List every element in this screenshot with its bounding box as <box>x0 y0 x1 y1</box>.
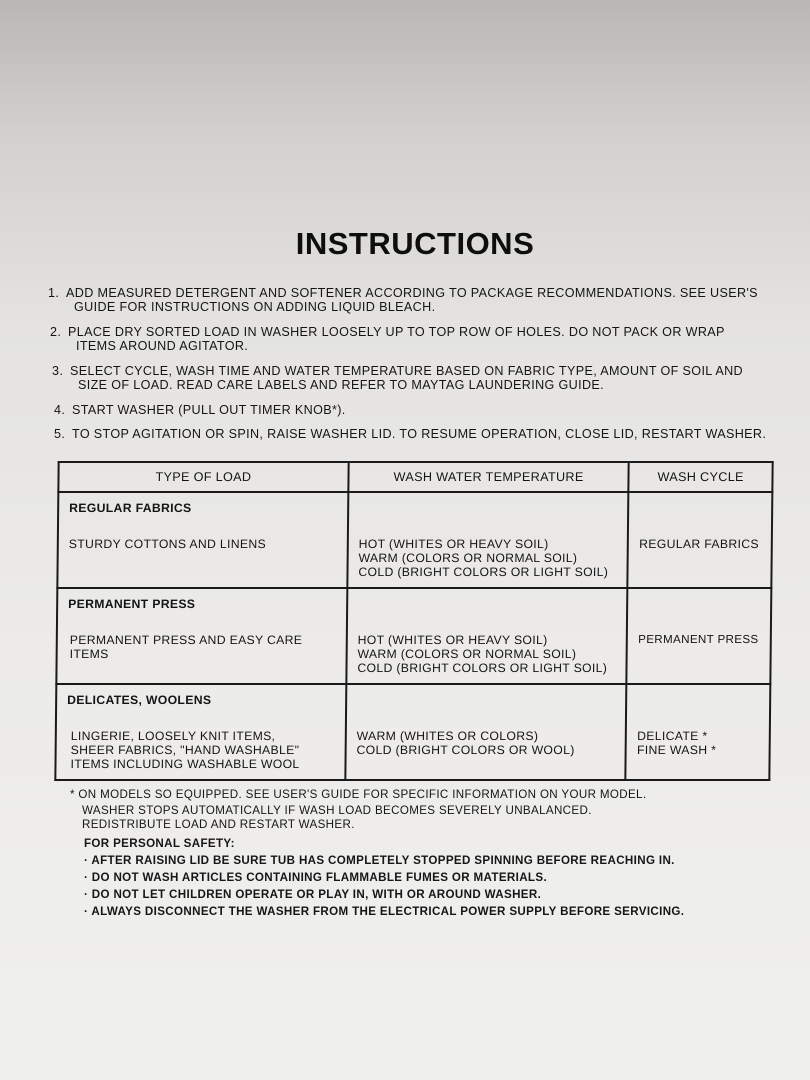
load-type-cell <box>56 588 347 684</box>
step-text: ADD MEASURED DETERGENT AND SOFTENER ACCORDING TO PACKAGE RECOMMENDATIONS. SEE USER'S <box>66 286 758 300</box>
cycle-name: REGULAR FABRICS <box>639 537 759 551</box>
cycle-cell <box>626 684 771 780</box>
load-category: DELICATES, WOOLENS <box>67 693 212 707</box>
step-text: START WASHER (PULL OUT TIMER KNOB*). <box>72 403 346 417</box>
unbalanced-note-continued: REDISTRIBUTE LOAD AND RESTART WASHER. <box>82 818 355 831</box>
temperature-option: WARM (COLORS OR NORMAL SOIL) <box>358 551 578 565</box>
step-2 <box>50 325 725 353</box>
wash-guide-table <box>54 461 773 781</box>
cycle-name: FINE WASH * <box>636 743 717 757</box>
table-row-delicates-woolens <box>55 684 770 780</box>
step-text-continued: GUIDE FOR INSTRUCTIONS ON ADDING LIQUID BLEACH. <box>74 300 436 314</box>
unbalanced-note: WASHER STOPS AUTOMATICALLY IF WASH LOAD BECOMES SEVERELY UNBALANCED. <box>82 804 592 817</box>
header-type-of-load: TYPE OF LOAD <box>58 462 348 492</box>
load-type-cell <box>55 684 346 780</box>
safety-item: · ALWAYS DISCONNECT THE WASHER FROM THE ELECTRICAL POWER SUPPLY BEFORE SERVICING. <box>84 905 685 918</box>
step-text: SELECT CYCLE, WASH TIME AND WATER TEMPERATURE BASED ON FABRIC TYPE, AMOUNT OF SOIL AND <box>70 364 743 378</box>
load-description: STURDY COTTONS AND LINENS <box>68 537 267 551</box>
load-type-cell <box>57 492 348 588</box>
table-row-regular-fabrics <box>57 492 772 588</box>
temperature-option: COLD (BRIGHT COLORS OR WOOL) <box>356 743 575 757</box>
temperature-option: COLD (BRIGHT COLORS OR LIGHT SOIL) <box>357 661 608 675</box>
safety-item: · AFTER RAISING LID BE SURE TUB HAS COMPLETELY STOPPED SPINNING BEFORE REACHING IN. <box>84 854 675 867</box>
step-text: TO STOP AGITATION OR SPIN, RAISE WASHER LID. TO RESUME OPERATION, CLOSE LID, RESTART WASHER. <box>72 427 767 441</box>
temperature-option: HOT (WHITES OR HEAVY SOIL) <box>358 537 549 551</box>
temperature-option: COLD (BRIGHT COLORS OR LIGHT SOIL) <box>358 565 609 579</box>
cycle-name: DELICATE * <box>637 729 708 743</box>
step-number: 1. <box>48 286 60 300</box>
temperature-cell <box>347 492 629 588</box>
page-title: INSTRUCTIONS <box>295 226 535 261</box>
load-category: PERMANENT PRESS <box>68 597 196 611</box>
temperature-option: HOT (WHITES OR HEAVY SOIL) <box>357 633 548 647</box>
step-text-continued: ITEMS AROUND AGITATOR. <box>76 339 249 353</box>
footnote: * ON MODELS SO EQUIPPED. SEE USER'S GUIDE FOR SPECIFIC INFORMATION ON YOUR MODEL. <box>70 788 647 801</box>
table-header-row <box>58 462 772 492</box>
load-category: REGULAR FABRICS <box>69 501 192 515</box>
notes-section <box>70 788 770 919</box>
safety-heading: FOR PERSONAL SAFETY: <box>84 837 235 850</box>
header-wash-water-temperature: WASH WATER TEMPERATURE <box>348 462 629 492</box>
cycle-name: PERMANENT PRESS <box>638 633 759 646</box>
step-number: 3. <box>52 364 64 378</box>
safety-item: · DO NOT LET CHILDREN OPERATE OR PLAY IN, WITH OR AROUND WASHER. <box>84 888 542 901</box>
temperature-cell <box>346 588 628 684</box>
table-row-permanent-press <box>56 588 771 684</box>
step-number: 4. <box>54 403 66 417</box>
step-3 <box>52 364 743 392</box>
step-number: 2. <box>50 325 62 339</box>
header-wash-cycle: WASH CYCLE <box>629 462 773 492</box>
load-description: LINGERIE, LOOSELY KNIT ITEMS, SHEER FABRICS, "HAND WASHABLE" ITEMS INCLUDING WASHABLE WOOL <box>70 729 300 771</box>
temperature-option: WARM (COLORS OR NORMAL SOIL) <box>357 647 577 661</box>
cycle-cell <box>628 492 773 588</box>
cycle-cell <box>627 588 772 684</box>
temperature-option: WARM (WHITES OR COLORS) <box>356 729 539 743</box>
step-text: PLACE DRY SORTED LOAD IN WASHER LOOSELY UP TO TOP ROW OF HOLES. DO NOT PACK OR WRAP <box>68 325 725 339</box>
step-number: 5. <box>54 427 66 441</box>
safety-item: · DO NOT WASH ARTICLES CONTAINING FLAMMABLE FUMES OR MATERIALS. <box>84 871 548 884</box>
step-1 <box>48 286 758 314</box>
step-5 <box>54 427 766 441</box>
step-text-continued: SIZE OF LOAD. READ CARE LABELS AND REFER TO MAYTAG LAUNDERING GUIDE. <box>78 378 605 392</box>
step-4 <box>54 403 346 417</box>
load-description: PERMANENT PRESS AND EASY CARE ITEMS <box>69 633 303 661</box>
temperature-cell <box>345 684 627 780</box>
